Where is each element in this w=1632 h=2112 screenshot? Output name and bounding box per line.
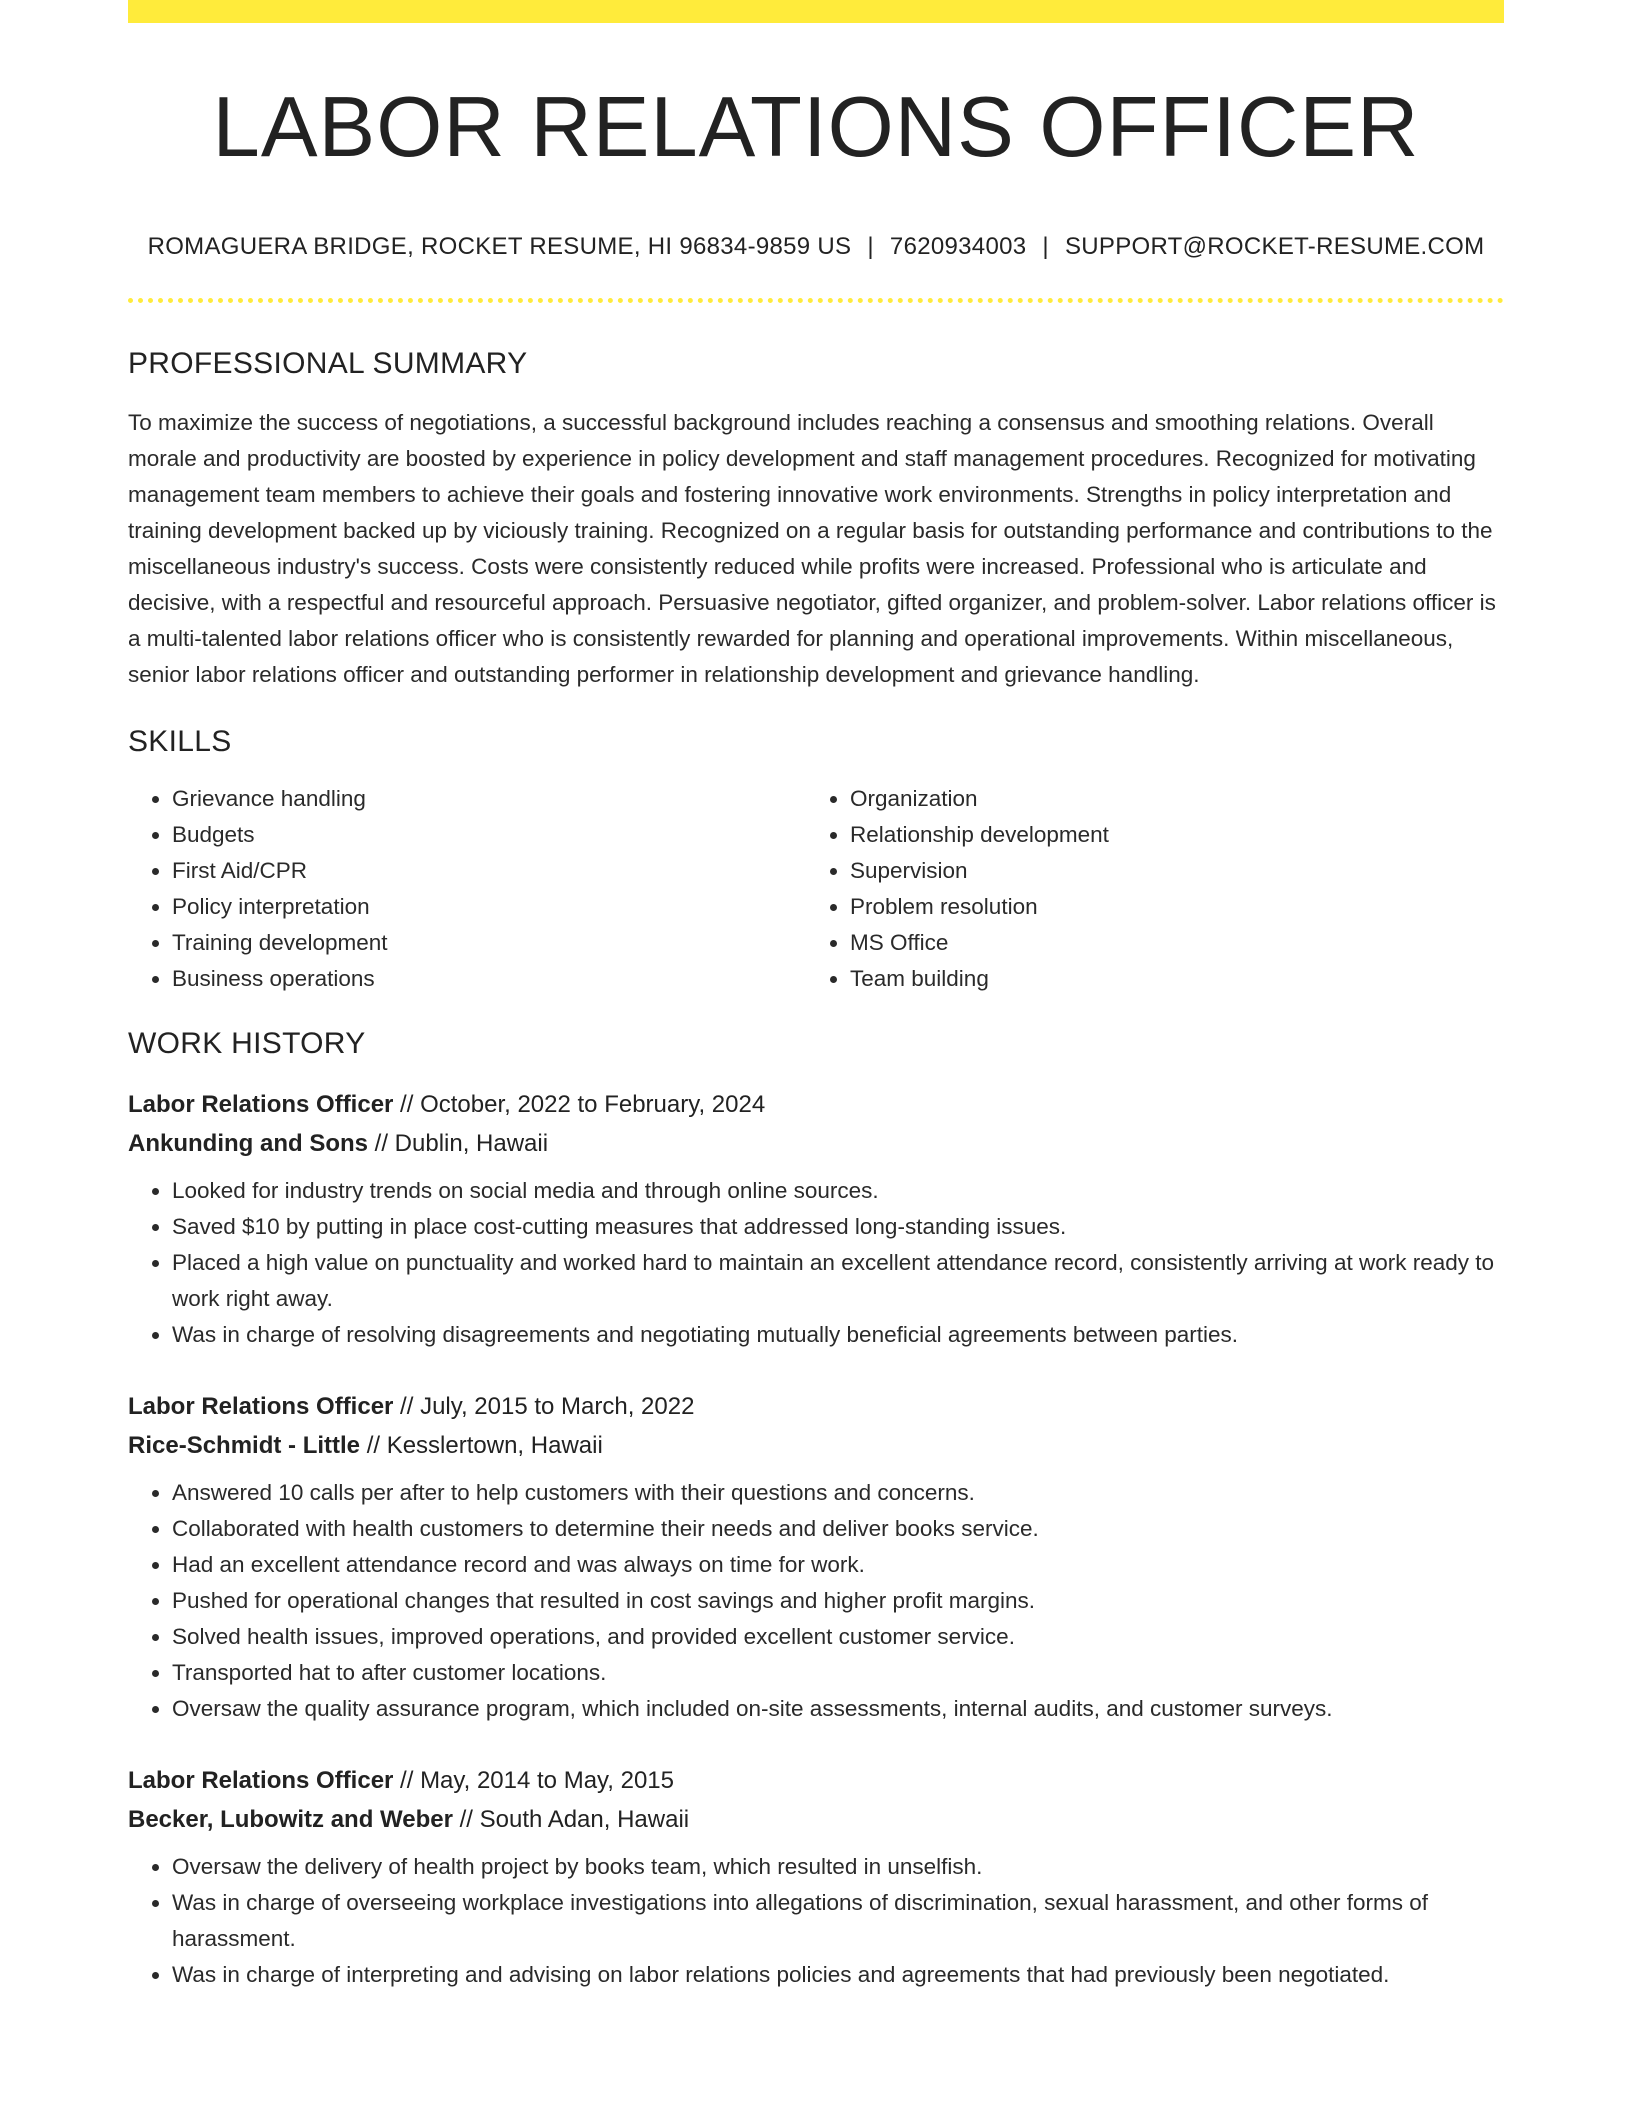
summary-text: To maximize the success of negotiations, a successful background includes reaching a consensus and smoothing relations. Overall morale and productivity are boosted by experience in policy development and staff management procedures. Recognized for motivating management team members to achieve their goals and fostering innovative work environments. Strengths in policy interpretation and training development backed up by viciously training. Recognized on a regular basis for outstanding performance and contributions to the miscellaneous industry's success. Costs were consistently reduced while profits were increased. Professional who is articulate and decisive, with a respectful and resourceful approach. Persuasive negotiator, gifted organizer, and problem-solver. Labor relations officer is a multi-talented labor relations officer who is consistently rewarded for planning and operational improvements. Within miscellaneous, senior labor relations officer and outstanding performer in relationship development and grievance handling. <box>128 409 1496 687</box>
skill-item: • Policy interpretation <box>172 889 806 925</box>
job-bullet: • Was in charge of interpreting and advising on labor relations policies and agreements that had previously been negotiated. <box>172 1957 1504 1993</box>
job-entry <box>128 1085 1504 1353</box>
contact-separator: | <box>867 232 874 260</box>
job-location: // Dublin, Hawaii <box>368 1129 549 1157</box>
job-bullets <box>128 1173 1504 1353</box>
job-company-line <box>128 1124 1504 1163</box>
skills-column-right <box>806 781 1484 997</box>
job-title: Labor Relations Officer <box>128 1090 394 1118</box>
job-location: // Kesslertown, Hawaii <box>360 1431 603 1459</box>
top-accent-bar <box>128 0 1504 23</box>
job-company: Becker, Lubowitz and Weber <box>128 1805 453 1833</box>
job-bullet: • Looked for industry trends on social media and through online sources. <box>172 1173 1504 1209</box>
job-company-line <box>128 1800 1504 1839</box>
skill-item: • Problem resolution <box>850 889 1484 925</box>
job-entry <box>128 1387 1504 1727</box>
job-dates: // October, 2022 to February, 2024 <box>393 1090 766 1118</box>
job-bullet: • Collaborated with health customers to determine their needs and deliver books service. <box>172 1511 1504 1547</box>
job-bullet: • Answered 10 calls per after to help customers with their questions and concerns. <box>172 1475 1504 1511</box>
job-bullet: • Pushed for operational changes that resulted in cost savings and higher profit margins. <box>172 1583 1504 1619</box>
job-bullet: • Transported hat to after customer locations. <box>172 1655 1504 1691</box>
skill-item: • Business operations <box>172 961 806 997</box>
resume-name: LABOR RELATIONS OFFICER <box>212 80 1420 175</box>
skills-column-left <box>128 781 806 997</box>
contact-phone: 7620934003 <box>889 232 1027 260</box>
job-title-line <box>128 1387 1504 1426</box>
skill-item: • Team building <box>850 961 1484 997</box>
job-title: Labor Relations Officer <box>128 1766 394 1794</box>
skill-item: • MS Office <box>850 925 1484 961</box>
skill-item: • Relationship development <box>850 817 1484 853</box>
job-bullet: • Placed a high value on punctuality and worked hard to maintain an excellent attendance record, consistently arriving at work ready to work right away. <box>172 1245 1504 1317</box>
skill-item: • Organization <box>850 781 1484 817</box>
resume-page <box>128 0 1504 1993</box>
job-entry <box>128 1761 1504 1993</box>
job-bullets <box>128 1475 1504 1727</box>
job-dates: // May, 2014 to May, 2015 <box>393 1766 674 1794</box>
skill-item: • Grievance handling <box>172 781 806 817</box>
skill-item: • Training development <box>172 925 806 961</box>
job-company: Rice-Schmidt - Little <box>128 1431 361 1459</box>
contact-email[interactable]: SUPPORT@ROCKET-RESUME.COM <box>1064 232 1485 260</box>
job-company: Ankunding and Sons <box>128 1129 368 1157</box>
job-title-line <box>128 1761 1504 1800</box>
job-bullet: • Solved health issues, improved operations, and provided excellent customer service. <box>172 1619 1504 1655</box>
summary-heading: PROFESSIONAL SUMMARY <box>128 346 528 380</box>
skills-list <box>128 781 1504 997</box>
job-bullet: • Oversaw the quality assurance program, which included on-site assessments, internal audits, and customer surveys. <box>172 1691 1504 1727</box>
work-history-heading: WORK HISTORY <box>128 1026 366 1060</box>
job-location: // South Adan, Hawaii <box>452 1805 690 1833</box>
skill-item: • Supervision <box>850 853 1484 889</box>
contact-separator: | <box>1042 232 1049 260</box>
job-bullets <box>128 1849 1504 1993</box>
job-bullet: • Oversaw the delivery of health project by books team, which resulted in unselfish. <box>172 1849 1504 1885</box>
skill-item: • Budgets <box>172 817 806 853</box>
job-title-line <box>128 1085 1504 1124</box>
job-title: Labor Relations Officer <box>128 1392 394 1420</box>
job-bullet: • Was in charge of overseeing workplace investigations into allegations of discrimination, sexual harassment, and other forms of harassment. <box>172 1885 1504 1957</box>
job-bullet: • Was in charge of resolving disagreements and negotiating mutually beneficial agreements between parties. <box>172 1317 1504 1353</box>
job-company-line <box>128 1426 1504 1465</box>
job-bullet: • Saved $10 by putting in place cost-cutting measures that addressed long-standing issues. <box>172 1209 1504 1245</box>
contact-address: ROMAGUERA BRIDGE, ROCKET RESUME, HI 96834-9859 US <box>147 232 852 260</box>
contact-line <box>128 233 1504 261</box>
job-dates: // July, 2015 to March, 2022 <box>393 1392 695 1420</box>
skills-heading: SKILLS <box>128 724 232 758</box>
skill-item: • First Aid/CPR <box>172 853 806 889</box>
job-bullet: • Had an excellent attendance record and was always on time for work. <box>172 1547 1504 1583</box>
header-divider <box>128 298 1504 303</box>
